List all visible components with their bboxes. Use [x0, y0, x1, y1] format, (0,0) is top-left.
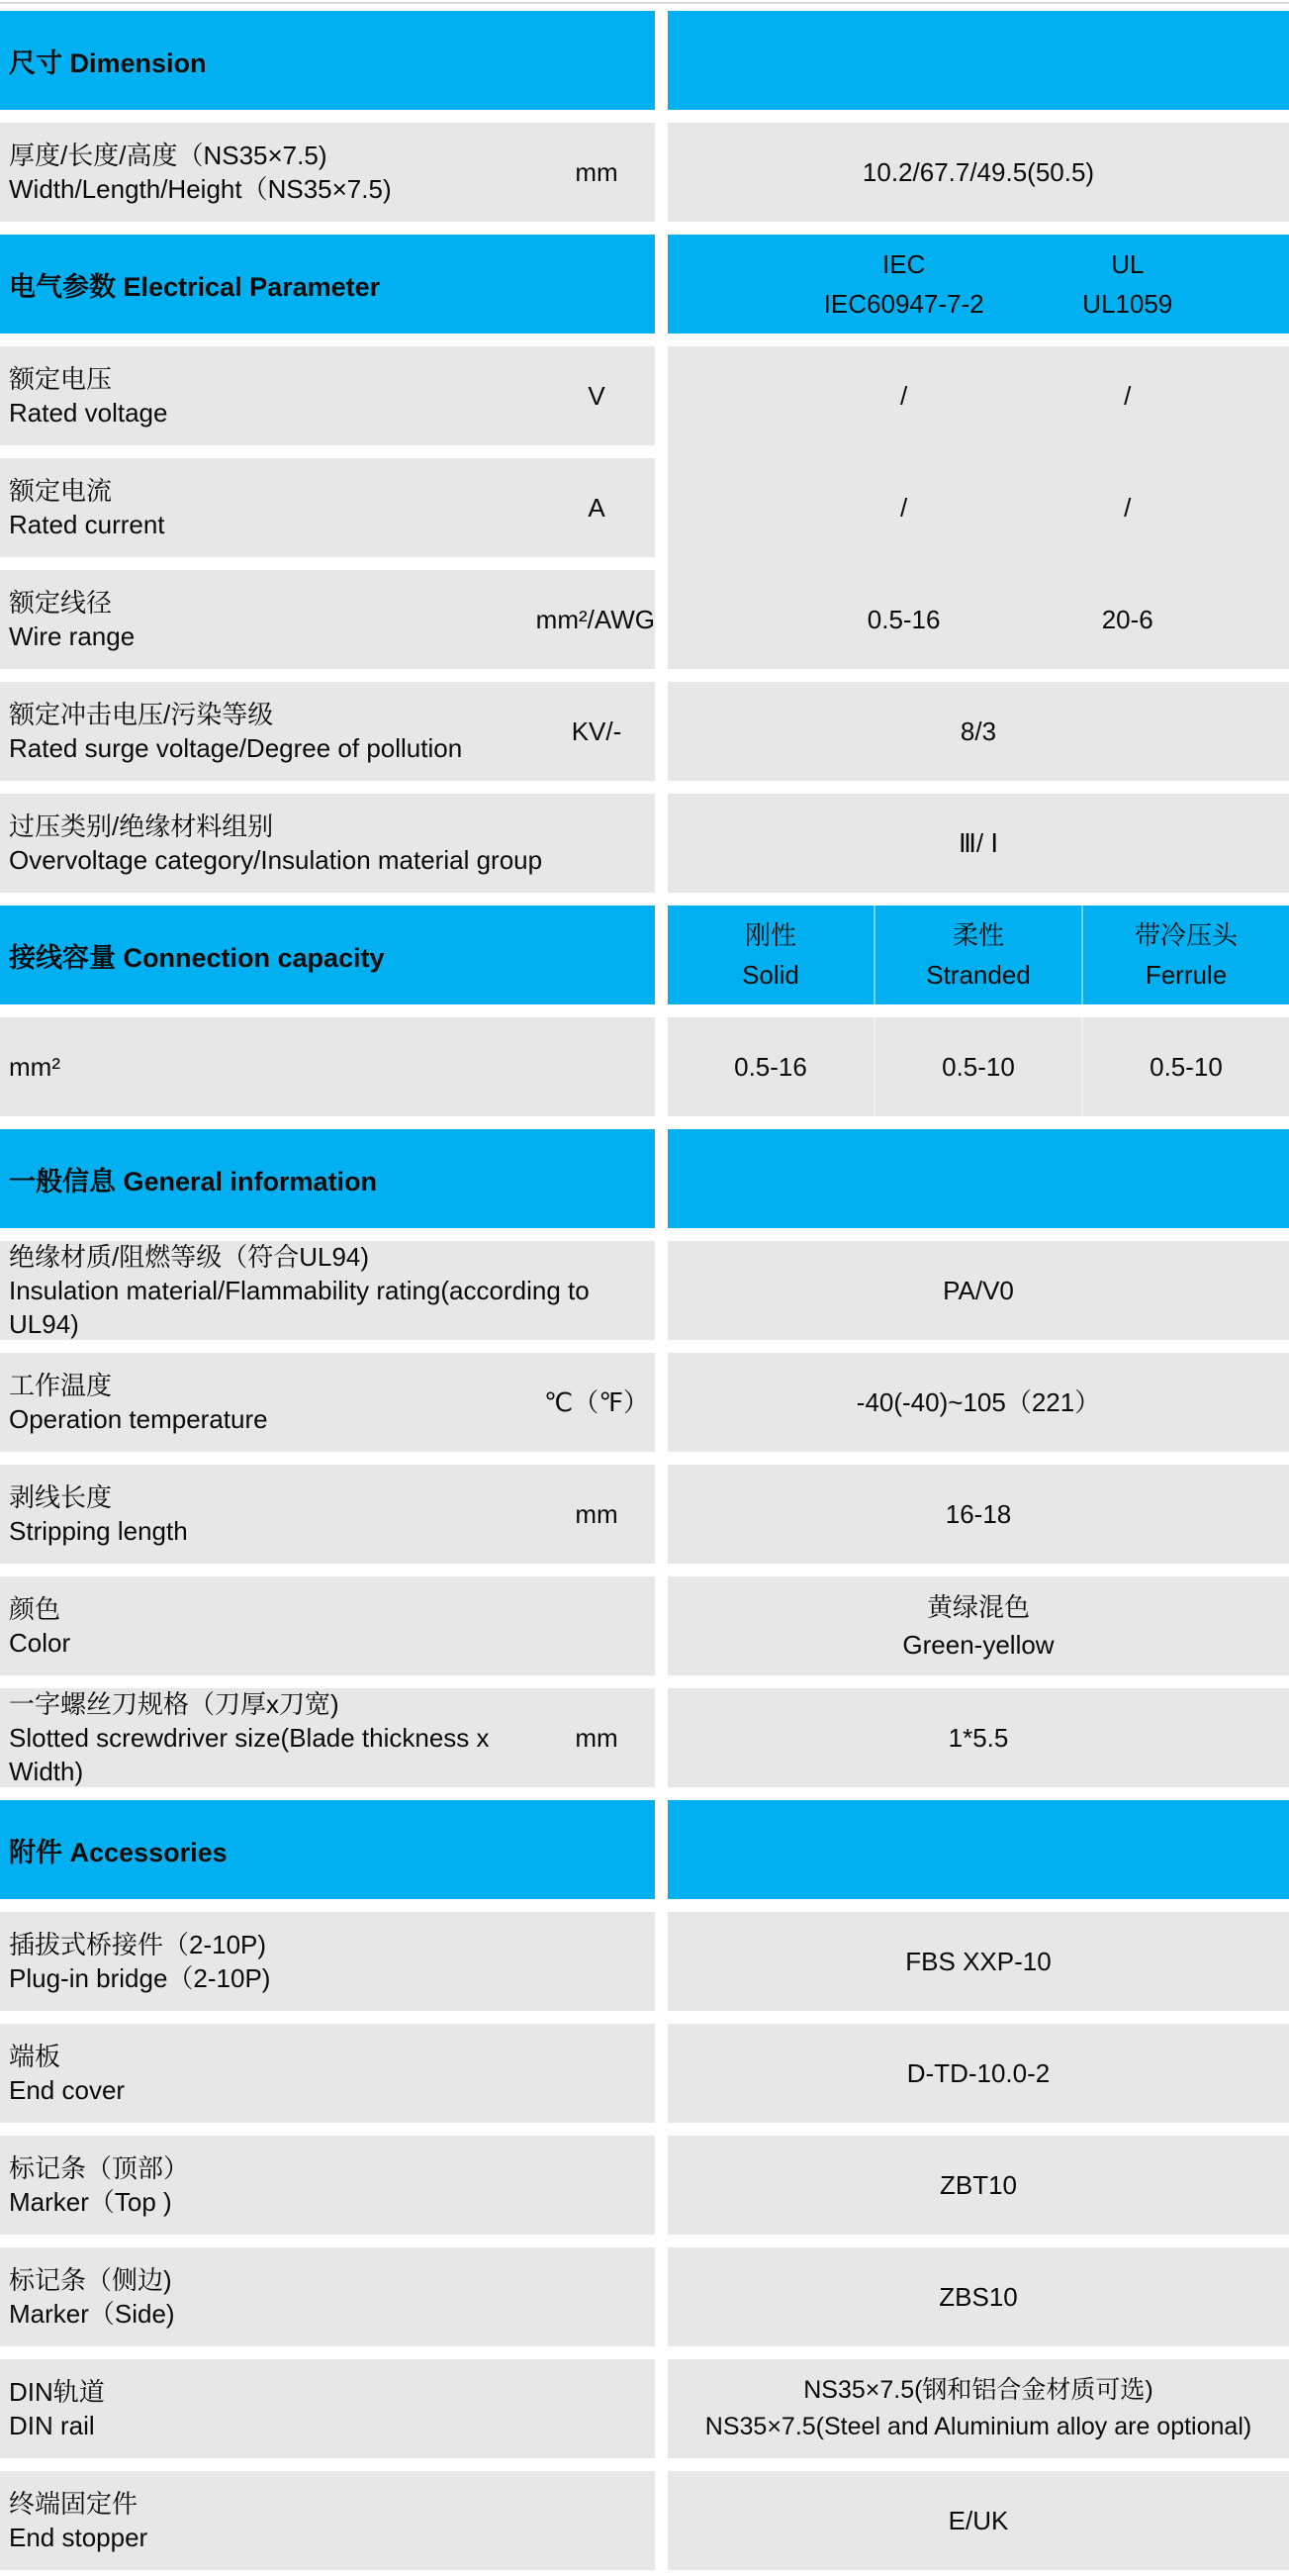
- row-label-cell-capacity: [0, 1017, 655, 1116]
- unit-label: ℃（℉）: [544, 1386, 649, 1417]
- row-label-zh: 工作温度: [9, 1371, 113, 1400]
- row-label-zh: DIN轨道: [9, 2377, 105, 2407]
- row-label-en: End cover: [9, 2075, 126, 2105]
- value-iec: 0.5-16: [867, 605, 941, 634]
- section-header-connection: 接线容量 Connection capacity: [0, 906, 655, 1004]
- row-label-cell-end-stopper: [0, 2471, 655, 2570]
- unit-label: mm: [575, 1722, 618, 1753]
- row-label-cell-end-cover: [0, 2024, 655, 2123]
- row-label: [0, 1480, 538, 1548]
- row-label-en: Operation temperature: [9, 1404, 268, 1434]
- section-header-general-right: [668, 1129, 1289, 1228]
- row-label-zh: 额定电压: [9, 364, 113, 394]
- row-label-en: Marker（Side): [9, 2299, 175, 2329]
- row-label-en: DIN rail: [9, 2411, 95, 2440]
- row-label-cell-stripping: [0, 1465, 655, 1564]
- row-label: [0, 362, 538, 429]
- section-header-electrical: 电气参数 Electrical Parameter: [0, 235, 655, 334]
- value-iec: /: [900, 493, 908, 523]
- value-ul: 20-6: [1101, 605, 1153, 634]
- row-label: [0, 139, 538, 206]
- conductor-col-solid: [668, 906, 874, 1004]
- row-label-en: Color: [9, 1628, 71, 1658]
- row-label-zh: 过压类别/绝缘材料组别: [9, 811, 274, 841]
- row-label: [0, 810, 655, 877]
- row-label-en: Slotted screwdriver size(Blade thickness x Width): [9, 1723, 490, 1786]
- row-label-en: Plug-in bridge（2-10P): [9, 1963, 271, 1993]
- row-label-en: Stripping length: [9, 1516, 188, 1546]
- value-cell-bridge: FBS XXP-10: [668, 1912, 1289, 2011]
- section-header-accessories: 附件 Accessories: [0, 1800, 655, 1899]
- row-label-cell-insulation: [0, 1241, 655, 1340]
- row-label-en: Marker（Top ): [9, 2187, 172, 2217]
- value-cell-capacity: [668, 1017, 1289, 1116]
- value-cell-din-rail: [668, 2359, 1289, 2458]
- row-label-zh: 额定冲击电压/污染等级: [9, 700, 274, 729]
- value-cell-insulation: PA/V0: [668, 1241, 1289, 1340]
- row-label: [0, 698, 538, 765]
- value-iec: /: [900, 381, 908, 411]
- value-ul: /: [1124, 493, 1132, 523]
- section-header-general: 一般信息 General information: [0, 1129, 655, 1228]
- conductor-col-solid-en: Solid: [742, 960, 799, 990]
- row-label-cell-rated-voltage: [0, 346, 655, 445]
- value-cell-end-cover: D-TD-10.0-2: [668, 2024, 1289, 2123]
- row-label-en: Rated current: [9, 510, 165, 539]
- row-label-zh: 端板: [9, 2042, 61, 2071]
- row-label-cell-color: [0, 1576, 655, 1675]
- row-label: [0, 1688, 538, 1787]
- unit-label: mm²/AWG: [535, 604, 655, 634]
- unit-label: A: [588, 492, 605, 523]
- row-label-cell-marker-side: [0, 2247, 655, 2346]
- row-label-cell-bridge: [0, 1912, 655, 2011]
- row-label-cell-din-rail: [0, 2359, 655, 2458]
- value-cell-color: [668, 1576, 1289, 1675]
- row-label: [0, 2151, 655, 2219]
- conductor-col-stranded: [874, 906, 1081, 1004]
- value-subrow-rated-voltage: [668, 346, 1289, 445]
- value-stranded: 0.5-10: [874, 1017, 1081, 1116]
- row-label-en: Insulation material/Flammability rating(according to UL94): [9, 1276, 590, 1339]
- conductor-col-solid-zh: 刚性: [744, 920, 796, 950]
- row-label-en: Rated voltage: [9, 398, 168, 428]
- value-cell-electrical-merged: [668, 346, 1289, 669]
- value-cell-screwdriver: 1*5.5: [668, 1688, 1289, 1787]
- value-cell-marker-side: ZBS10: [668, 2247, 1289, 2346]
- row-label: [0, 2375, 655, 2442]
- row-label-en: Wire range: [9, 621, 136, 651]
- conductor-col-ferrule-zh: 带冷压头: [1134, 920, 1238, 950]
- row-label-cell-screwdriver: [0, 1688, 655, 1787]
- standard-col-iec: [824, 244, 984, 324]
- value-cell-stripping: 16-18: [668, 1465, 1289, 1564]
- unit-label: V: [588, 380, 605, 411]
- row-label-en: End stopper: [9, 2523, 148, 2552]
- row-label-en: Width/Length/Height（NS35×7.5): [9, 174, 392, 204]
- value-subrow-rated-current: [668, 458, 1289, 557]
- value-line-zh: NS35×7.5(钢和铝合金材质可选): [803, 2376, 1153, 2404]
- value-cell-size: 10.2/67.7/49.5(50.5): [668, 123, 1289, 222]
- row-label: [0, 1592, 655, 1660]
- row-label: [0, 1050, 655, 1084]
- row-label: [0, 586, 536, 653]
- value-line-en: NS35×7.5(Steel and Aluminium alloy are optional): [704, 2413, 1252, 2440]
- section-header-accessories-right: [668, 1800, 1289, 1899]
- conductor-col-stranded-en: Stranded: [926, 960, 1031, 990]
- row-label-cell-marker-top: [0, 2136, 655, 2235]
- row-label: [0, 2263, 655, 2331]
- value-line-zh: 黄绿混色: [926, 1592, 1030, 1622]
- row-label: [0, 2487, 655, 2554]
- section-header-connection-cols: [668, 906, 1289, 1004]
- row-label-zh: 额定电流: [9, 476, 113, 506]
- section-header-electrical-cols: [668, 235, 1289, 334]
- row-label-zh: 厚度/长度/高度（NS35×7.5): [9, 141, 327, 170]
- conductor-col-stranded-zh: 柔性: [952, 920, 1004, 950]
- row-label-zh: 一字螺丝刀规格（刀厚x刀宽): [9, 1689, 339, 1719]
- standard-col-ul-code: UL1059: [1082, 289, 1173, 319]
- value-ferrule: 0.5-10: [1081, 1017, 1289, 1116]
- row-label-zh: 标记条（侧边): [9, 2265, 172, 2295]
- section-header-dimension: 尺寸 Dimension: [0, 11, 655, 110]
- row-label-cell-wire-range: [0, 570, 655, 669]
- row-label-zh: mm²: [9, 1052, 60, 1082]
- conductor-col-ferrule: [1081, 906, 1289, 1004]
- standard-col-ul-title: UL: [1111, 249, 1145, 279]
- row-label-cell-rated-current: [0, 458, 655, 557]
- value-solid: 0.5-16: [734, 1052, 807, 1082]
- row-label-zh: 终端固定件: [9, 2489, 138, 2519]
- row-label-cell-surge-voltage: [0, 682, 655, 781]
- row-label-zh: 标记条（顶部）: [9, 2153, 190, 2183]
- row-label-zh: 剥线长度: [9, 1482, 113, 1512]
- row-label-cell-size: [0, 123, 655, 222]
- row-label-zh: 颜色: [9, 1594, 61, 1624]
- value-cell-marker-top: ZBT10: [668, 2136, 1289, 2235]
- row-label: [0, 474, 538, 541]
- row-label-zh: 绝缘材质/阻燃等级（符合UL94): [9, 1242, 370, 1272]
- value-cell-end-stopper: E/UK: [668, 2471, 1289, 2570]
- unit-label: mm: [575, 156, 618, 187]
- unit-label: KV/-: [571, 716, 622, 746]
- section-header-dimension-right: [668, 11, 1289, 110]
- conductor-col-ferrule-en: Ferrule: [1145, 960, 1228, 990]
- value-cell-temperature: -40(-40)~105（221）: [668, 1353, 1289, 1452]
- unit-label: mm: [575, 1498, 618, 1529]
- row-label: [0, 1369, 538, 1436]
- row-label-cell-temperature: [0, 1353, 655, 1452]
- row-label: [0, 1241, 655, 1340]
- standard-col-ul: [1082, 244, 1172, 324]
- standard-col-iec-title: IEC: [881, 249, 926, 279]
- value-cell-overvoltage: Ⅲ/ Ⅰ: [668, 794, 1289, 893]
- row-label: [0, 1928, 655, 1995]
- value-line-en: Green-yellow: [902, 1630, 1055, 1660]
- value-cell-surge-voltage: 8/3: [668, 682, 1289, 781]
- row-label-en: Rated surge voltage/Degree of pollution: [9, 733, 463, 763]
- row-label: [0, 2040, 655, 2107]
- row-label-zh: 额定线径: [9, 588, 113, 618]
- row-label-zh: 插拔式桥接件（2-10P): [9, 1930, 267, 1959]
- value-subrow-wire-range: [668, 570, 1289, 669]
- value-ul: /: [1124, 381, 1132, 411]
- row-label-cell-overvoltage: [0, 794, 655, 893]
- standard-col-iec-code: IEC60947-7-2: [823, 289, 984, 319]
- row-label-en: Overvoltage category/Insulation material group: [9, 845, 543, 875]
